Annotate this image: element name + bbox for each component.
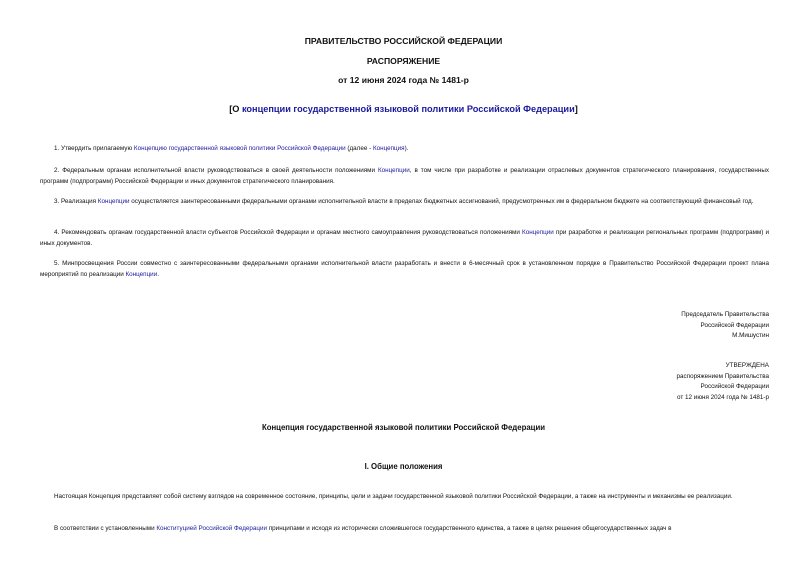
paragraph-1 bbox=[40, 144, 769, 155]
constitution-link[interactable]: Конституцией Российской Федерации bbox=[156, 525, 268, 532]
document-type: РАСПОРЯЖЕНИЕ bbox=[366, 56, 441, 66]
government-heading: ПРАВИТЕЛЬСТВО РОССИЙСКОЙ ФЕДЕРАЦИИ bbox=[304, 36, 503, 46]
paragraph-3 bbox=[40, 197, 769, 208]
section-heading: I. Общие положения bbox=[364, 462, 443, 471]
paragraph-text: 2. Федеральным органам исполнительной власти руководствоваться в своей деятельности положениями bbox=[54, 167, 378, 174]
paragraph-text: при разработке и реализации региональных программ (подпрограмм) и иных документов. bbox=[40, 229, 770, 247]
concept-link[interactable]: Концепцию государственной языковой политики Российской Федерации bbox=[133, 145, 346, 152]
signature-name: М.Мишустин bbox=[732, 332, 769, 340]
approval-line: распоряжением Правительства bbox=[676, 372, 769, 380]
title-bracket-close: ] bbox=[574, 104, 578, 114]
title-bracket-open: [О bbox=[229, 104, 242, 114]
paragraph-text: 5. Минпросвещения России совместно с заинтересованными федеральными органами исполнительной власти разработать и внести в 6-месячный срок в установленном порядке в Правительство Российской Федерации проект плана мероприятий по реализации bbox=[40, 260, 769, 278]
paragraph-text: осуществляется заинтересованными федеральными органами исполнительной власти в пределах бюджетных ассигнований, предусмотренных им в федеральном бюджете на соответствующий финансовый год. bbox=[129, 198, 754, 205]
paragraph-2 bbox=[40, 166, 769, 187]
title-link[interactable]: концепции государственной языковой политики Российской Федерации bbox=[241, 104, 575, 114]
signature-line: Российской Федерации bbox=[700, 321, 769, 329]
approval-block bbox=[677, 361, 769, 403]
paragraph-text: 4. Рекомендовать органам государственной власти субъектов Российской Федерации и органам местного самоуправления руководствоваться положениями bbox=[54, 229, 523, 236]
concept-link[interactable]: Концепции bbox=[125, 270, 158, 278]
paragraph-4 bbox=[40, 228, 769, 249]
paragraph-text: В соответствии с установленными bbox=[54, 525, 157, 532]
document-title bbox=[0, 104, 807, 114]
approval-line: УТВЕРЖДЕНА bbox=[725, 362, 769, 369]
approval-line: Российской Федерации bbox=[700, 383, 769, 391]
concept-paragraph-1: Настоящая Концепция представляет собой систему взглядов на современное состояние, принципы, цели и задачи государственной языковой политики Российской Федерации, а также на инструменты и механизмы ее реализации. bbox=[54, 493, 733, 500]
paragraph-text: ). bbox=[404, 145, 409, 152]
paragraph-text: . bbox=[157, 270, 159, 278]
concept-link[interactable]: Концепции bbox=[97, 198, 130, 205]
concept-paragraph-2 bbox=[40, 524, 769, 535]
approval-line: от 12 июня 2024 года № 1481-р bbox=[677, 393, 769, 401]
paragraph-text: , в том числе при разработке и реализации отраслевых документов стратегического планирования, государственных программ (подпрограмм) Российской Федерации и иных документов стратегического планирования. bbox=[40, 167, 770, 185]
concept-short-link[interactable]: Концепция bbox=[372, 145, 405, 152]
paragraph-text: 3. Реализация bbox=[54, 198, 98, 205]
signature-line: Председатель Правительства bbox=[681, 311, 769, 318]
signature-block bbox=[681, 310, 769, 342]
concept-link[interactable]: Концепции bbox=[378, 167, 410, 174]
document-date-number: от 12 июня 2024 года № 1481-р bbox=[338, 75, 469, 85]
concept-title: Концепция государственной языковой политики Российской Федерации bbox=[261, 423, 546, 432]
paragraph-text: 1. Утвердить прилагаемую bbox=[54, 145, 134, 152]
paragraph-text: принципами и исходя из исторически сложившегося государственного единства, а также в целях решения общегосударственных задач в bbox=[267, 525, 672, 532]
concept-link[interactable]: Концепции bbox=[522, 229, 554, 236]
paragraph-5 bbox=[40, 259, 769, 280]
paragraph-text: (далее - bbox=[345, 145, 373, 152]
